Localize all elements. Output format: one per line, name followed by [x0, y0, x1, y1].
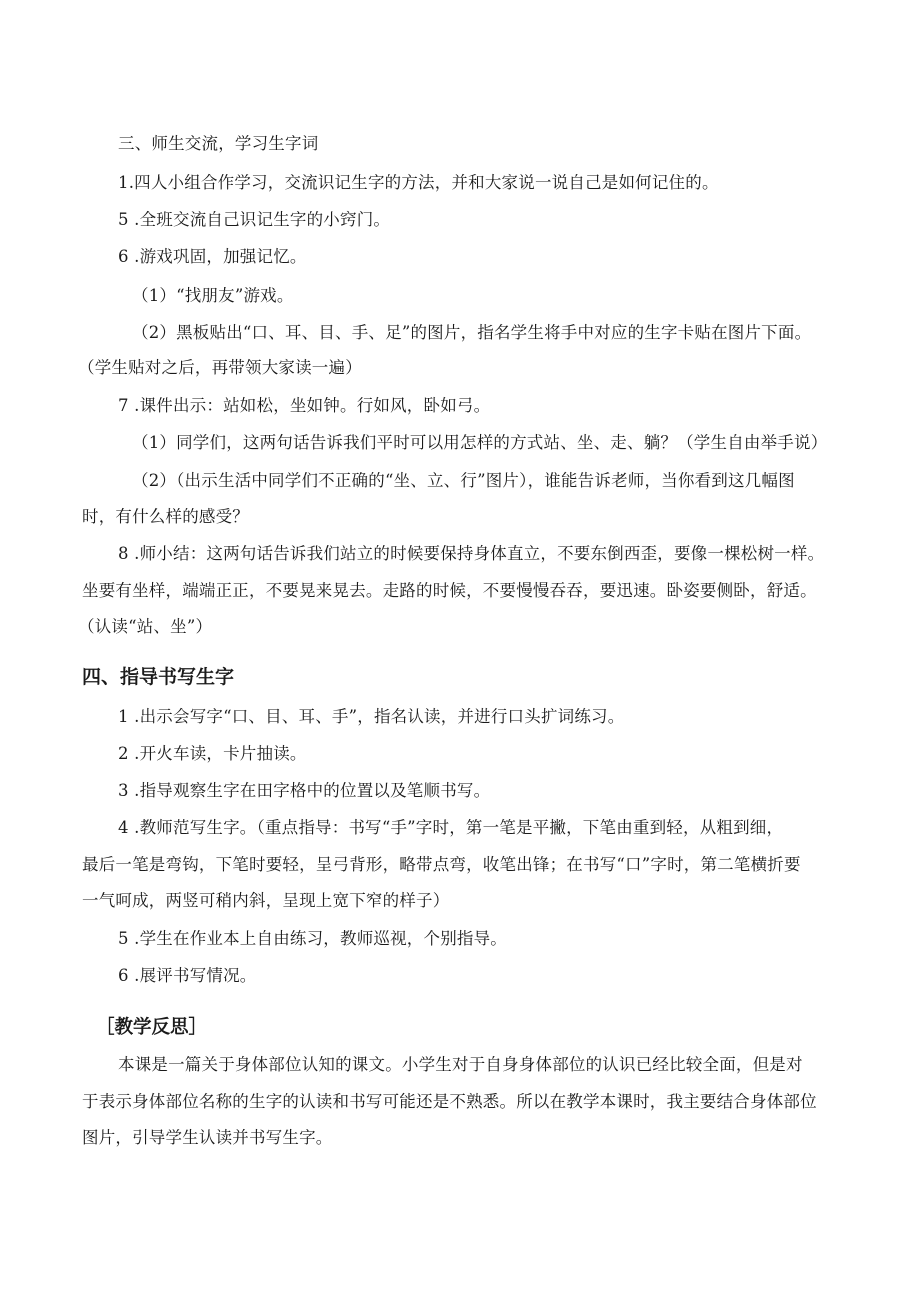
section3-item-6-sub-1: （1）“找朋友”游戏。	[132, 286, 294, 305]
section4-item-4-line-3: 一气呵成，两竖可稍内斜，呈现上宽下窄的样子）	[82, 891, 450, 910]
section4-title: 四、指导书写生字	[82, 666, 235, 688]
reflection-line-2: 于表示身体部位名称的生字的认读和书写可能还是不熟悉。所以在教学本课时，我主要结合身体部位	[82, 1092, 817, 1111]
section3-item-1: 1.四人小组合作学习，交流识记生字的方法，并和大家说一说自己是如何记住的。	[118, 173, 719, 192]
section3-item-7: 7 .课件出示：站如松，坐如钟。行如风，卧如弓。	[118, 396, 491, 415]
section4-item-2: 2 .开火车读，卡片抽读。	[118, 744, 307, 763]
section3-item-6-sub-2-line-2: （学生贴对之后，再带领大家读一遍）	[78, 358, 362, 377]
section3-item-8-line-1: 8 .师小结：这两句话告诉我们站立的时候要保持身体直立，不要东倒西歪，要像一棵松树一样。	[118, 544, 825, 563]
section3-item-6-sub-2-line-1: （2）黑板贴出“口、耳、目、手、足”的图片，指名学生将手中对应的生字卡贴在图片下面。	[132, 323, 812, 342]
section3-item-6: 6 .游戏巩固，加强记忆。	[118, 247, 307, 266]
section4-item-1: 1 .出示会写字“口、目、耳、手”，指名认读，并进行口头扩词练习。	[118, 707, 625, 726]
section4-item-6: 6 .展评书写情况。	[118, 966, 257, 985]
section4-item-5: 5 .学生在作业本上自由练习，教师巡视，个别指导。	[118, 929, 507, 948]
section3-item-8-line-2: 坐要有坐样，端端正正，不要晃来晃去。走路的时候，不要慢慢吞吞，要迅速。卧姿要侧卧，舒适。	[82, 581, 817, 600]
section3-title: 三、师生交流，学习生字词	[118, 134, 319, 153]
reflection-title: ［教学反思］	[96, 1017, 208, 1038]
section4-item-3: 3 .指导观察生字在田字格中的位置以及笔顺书写。	[118, 781, 491, 800]
section3-item-7-sub-2-line-1: （2）（出示生活中同学们不正确的“坐、立、行”图片），谁能告诉老师，当你看到这几幅图	[132, 471, 795, 490]
reflection-line-3: 图片，引导学生认读并书写生字。	[82, 1128, 333, 1147]
section3-item-5: 5 .全班交流自己识记生字的小窍门。	[118, 210, 391, 229]
section4-item-4-line-1: 4 .教师范写生字。（重点指导：书写“手”字时，第一笔是平撇，下笔由重到轻，从粗到细，	[118, 818, 784, 837]
section4-item-4-line-2: 最后一笔是弯钩，下笔时要轻，呈弓背形，略带点弯，收笔出锋；在书写“口”字时，第二笔横折要	[82, 855, 801, 874]
section3-item-7-sub-1: （1）同学们，这两句话告诉我们平时可以用怎样的方式站、坐、走、躺？（学生自由举手说）	[132, 433, 828, 452]
reflection-line-1: 本课是一篇关于身体部位认知的课文。小学生对于自身身体部位的认识已经比较全面，但是对	[118, 1055, 803, 1074]
section3-item-7-sub-2-line-2: 时，有什么样的感受？	[82, 507, 249, 526]
section3-item-8-line-3: （认读“站、坐”）	[78, 617, 213, 636]
